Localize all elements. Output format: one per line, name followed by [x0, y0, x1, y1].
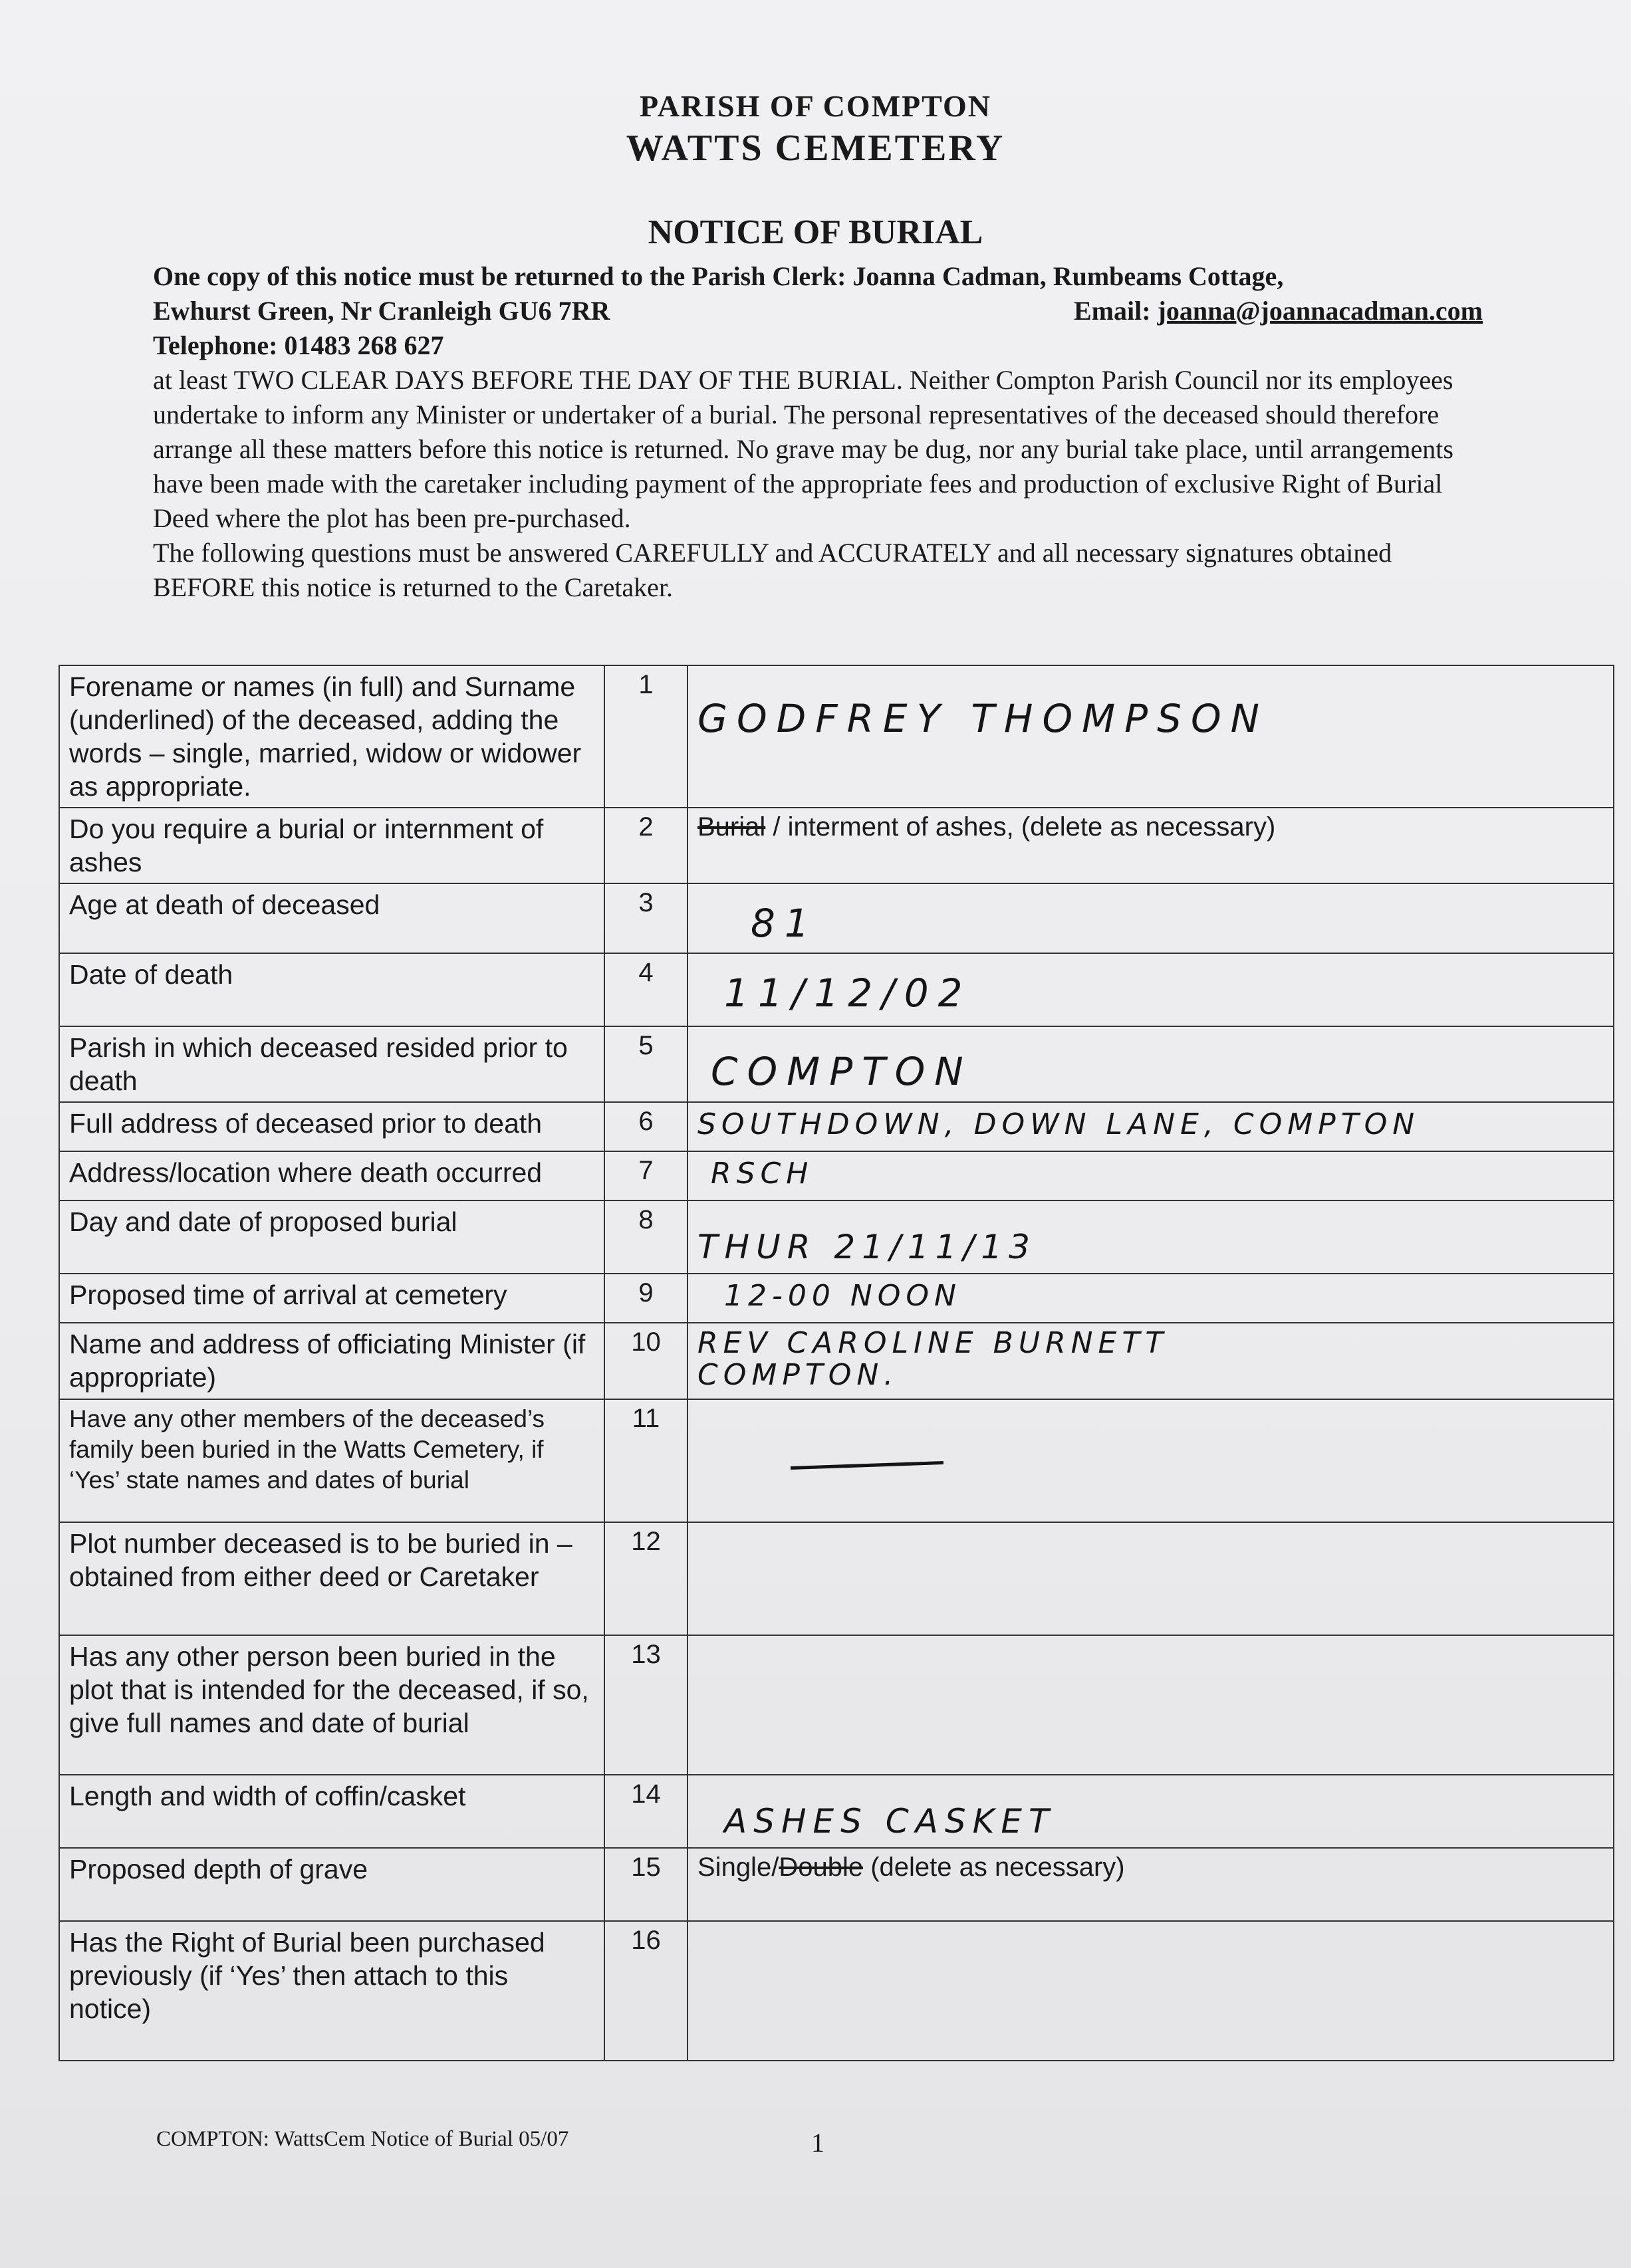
parish-value: COMPTON: [711, 1049, 973, 1094]
deceased-name: GODFREY THOMPSON: [697, 696, 1269, 741]
notice-title: NOTICE OF BURIAL: [648, 213, 983, 251]
date-of-death-value: 11/12/02: [724, 970, 972, 1016]
answer-cell-13[interactable]: [688, 1635, 1614, 1775]
question-cell: Has any other person been buried in the plot that is intended for the deceased, if so, give full names and date of burial: [59, 1635, 604, 1775]
address-value: SOUTHDOWN, DOWN LANE, COMPTON: [697, 1107, 1420, 1141]
table-row: [59, 1522, 1614, 1635]
question-cell: Date of death: [59, 953, 604, 1026]
question-number: 16: [604, 1921, 688, 2061]
address-line: Ewhurst Green, Nr Cranleigh GU6 7RR: [153, 296, 610, 326]
age-value: 81: [751, 901, 818, 946]
table-row: [59, 1151, 1614, 1200]
question-number: 3: [604, 883, 688, 953]
dash-mark: [791, 1461, 943, 1470]
table-row: [59, 665, 1614, 808]
depth-note: (delete as necessary): [863, 1853, 1125, 1882]
minister-address-value: COMPTON.: [697, 1358, 899, 1392]
table-row: [59, 1635, 1614, 1775]
burial-date-value: THUR 21/11/13: [697, 1228, 1037, 1266]
casket-value: ASHES CASKET: [724, 1802, 1056, 1841]
answer-cell-8[interactable]: [688, 1200, 1614, 1274]
question-cell: Forename or names (in full) and Surname (underlined) of the deceased, adding the words – single, married, widow or widower as appropriate.: [59, 665, 604, 808]
depth-single: Single/: [697, 1853, 779, 1882]
struck-option: Double: [779, 1853, 864, 1882]
question-number: 11: [604, 1399, 688, 1522]
question-cell: Age at death of deceased: [59, 883, 604, 953]
table-row: [59, 1399, 1614, 1522]
question-number: 14: [604, 1775, 688, 1848]
question-number: 5: [604, 1026, 688, 1102]
table-row: [59, 1200, 1614, 1274]
question-number: 13: [604, 1635, 688, 1775]
burial-form-table: [59, 665, 1614, 2061]
minister-name-value: REV CAROLINE BURNETT: [697, 1326, 1169, 1360]
question-number: 2: [604, 808, 688, 883]
table-row: [59, 808, 1614, 883]
intro-paragraph-2: The following questions must be answered CAREFULLY and ACCURATELY and all necessary signatures obtained BEFORE this notice is returned to the Caretaker.: [153, 538, 1392, 602]
table-row: [59, 1102, 1614, 1151]
answer-cell-4[interactable]: [688, 953, 1614, 1026]
table-row: [59, 1775, 1614, 1848]
question-number: 8: [604, 1200, 688, 1274]
question-cell: Length and width of coffin/casket: [59, 1775, 604, 1848]
question-cell: Plot number deceased is to be buried in – obtained from either deed or Caretaker: [59, 1522, 604, 1635]
answer-cell-1[interactable]: [688, 665, 1614, 808]
answer-cell-3[interactable]: [688, 883, 1614, 953]
arrival-time-value: 12-00 NOON: [724, 1279, 961, 1313]
answer-cell-6[interactable]: [688, 1102, 1614, 1151]
struck-option: Burial: [697, 812, 766, 842]
footer-reference: COMPTON: WattsCem Notice of Burial 05/07: [156, 2127, 569, 2151]
question-number: 9: [604, 1274, 688, 1323]
question-number: 7: [604, 1151, 688, 1200]
death-location-value: RSCH: [711, 1157, 814, 1191]
email-value[interactable]: joanna@joannacadman.com: [1157, 296, 1483, 326]
table-row: [59, 1274, 1614, 1323]
table-row: [59, 953, 1614, 1026]
question-number: 12: [604, 1522, 688, 1635]
question-cell: Day and date of proposed burial: [59, 1200, 604, 1274]
burial-type-text: / interment of ashes, (delete as necessary): [765, 812, 1276, 842]
answer-cell-2[interactable]: [688, 808, 1614, 883]
document-header: [0, 86, 1631, 170]
answer-cell-14[interactable]: [688, 1775, 1614, 1848]
page-number: 1: [811, 2128, 824, 2158]
question-number: 10: [604, 1323, 688, 1399]
table-row: [59, 1323, 1614, 1399]
question-cell: Name and address of officiating Minister (if appropriate): [59, 1323, 604, 1399]
email-label: Email:: [1073, 296, 1151, 326]
intro-paragraph-1: at least TWO CLEAR DAYS BEFORE THE DAY OF THE BURIAL. Neither Compton Parish Council nor its employees undertake to inform any Minister or undertaker of a burial. The personal representatives of the deceased should therefore arrange all these matters before this notice is returned. No grave may be dug, nor any burial take place, until arrangements have been made with the caretaker including payment of the appropriate fees and production of exclusive Right of Burial Deed where the plot has been pre-purchased.: [153, 365, 1453, 533]
question-cell: Full address of deceased prior to death: [59, 1102, 604, 1151]
question-number: 15: [604, 1848, 688, 1921]
parish-title: PARISH OF COMPTON: [640, 89, 991, 123]
answer-cell-15[interactable]: [688, 1848, 1614, 1921]
address-email-row: [153, 294, 1483, 328]
question-cell: Address/location where death occurred: [59, 1151, 604, 1200]
question-cell: Parish in which deceased resided prior to death: [59, 1026, 604, 1102]
answer-cell-10[interactable]: [688, 1323, 1614, 1399]
answer-cell-12[interactable]: [688, 1522, 1614, 1635]
question-number: 6: [604, 1102, 688, 1151]
answer-cell-11[interactable]: [688, 1399, 1614, 1522]
table-row: [59, 1848, 1614, 1921]
table-row: [59, 1026, 1614, 1102]
question-cell: Proposed depth of grave: [59, 1848, 604, 1921]
table-row: [59, 1921, 1614, 2061]
question-cell: Proposed time of arrival at cemetery: [59, 1274, 604, 1323]
intro-text: [153, 259, 1483, 605]
question-cell: Has the Right of Burial been purchased previously (if ‘Yes’ then attach to this notice): [59, 1921, 604, 2061]
return-line: One copy of this notice must be returned to the Parish Clerk: Joanna Cadman, Rumbeams Cottage,: [153, 261, 1284, 291]
email-block: [1074, 294, 1483, 328]
answer-cell-5[interactable]: [688, 1026, 1614, 1102]
question-number: 1: [604, 665, 688, 808]
question-cell: Do you require a burial or internment of ashes: [59, 808, 604, 883]
table-row: [59, 883, 1614, 953]
answer-cell-16[interactable]: [688, 1921, 1614, 2061]
answer-cell-7[interactable]: [688, 1151, 1614, 1200]
telephone-line: Telephone: 01483 268 627: [153, 330, 444, 360]
question-number: 4: [604, 953, 688, 1026]
question-cell: Have any other members of the deceased’s family been buried in the Watts Cemetery, if ‘Yes’ state names and dates of burial: [59, 1399, 604, 1522]
cemetery-title: WATTS CEMETERY: [626, 128, 1005, 169]
answer-cell-9[interactable]: [688, 1274, 1614, 1323]
